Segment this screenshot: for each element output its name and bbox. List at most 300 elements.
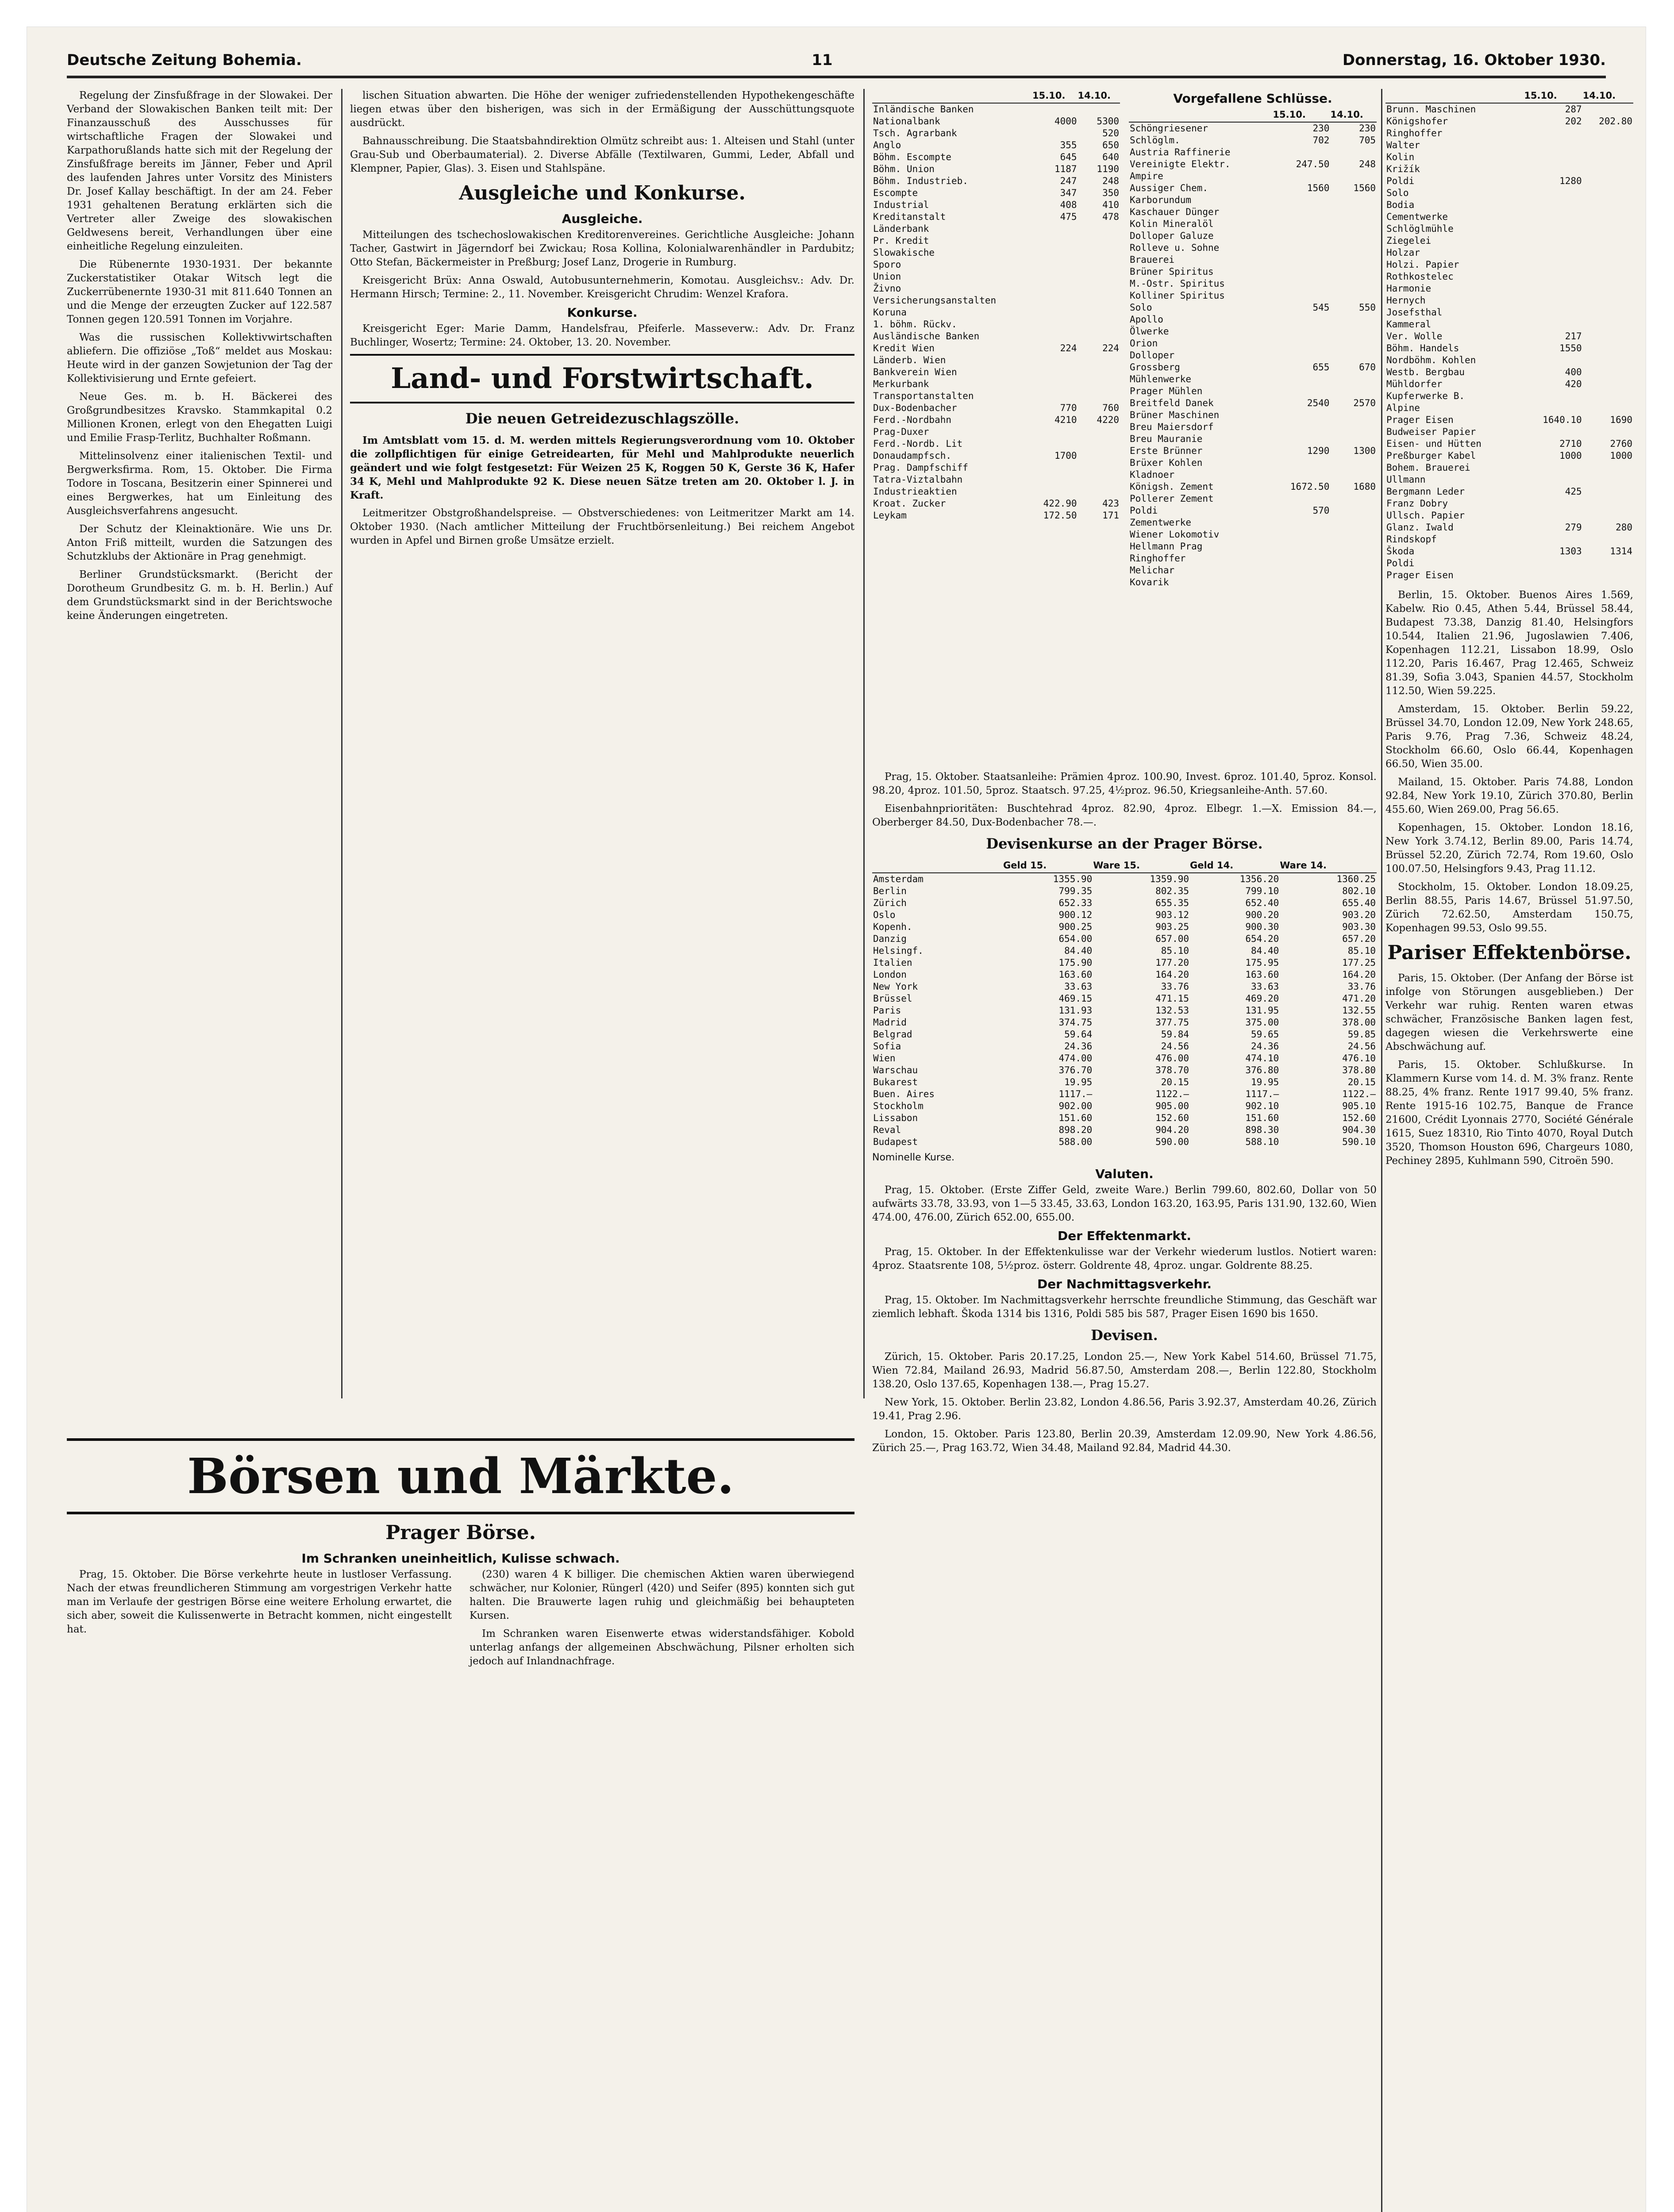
cell-value: 760	[1102, 403, 1119, 413]
table-row	[872, 103, 1120, 115]
cell-value: 898.30	[1245, 1125, 1279, 1135]
table-row	[1129, 505, 1377, 517]
cell-value	[1273, 278, 1330, 290]
row-label: Grossberg	[1130, 362, 1180, 373]
cell-value	[1583, 295, 1633, 307]
column-rule	[341, 89, 342, 1398]
article-title-prager-boerse: Prager Börse.	[385, 1521, 536, 1544]
row-label: Ferd.-Nordb. Lit	[873, 438, 963, 449]
cell-value	[1524, 534, 1582, 545]
cell-value	[1330, 493, 1377, 505]
cell-value	[1330, 349, 1377, 361]
devisen-mailand: Mailand, 15. Oktober. Paris 74.88, London 92.84, New York 19.10, Zürich 370.80, Berlin 455.60, Wien 269.00, Prag 56.65.	[1385, 776, 1633, 815]
table-row	[872, 426, 1120, 438]
cell-value: 904.20	[1155, 1125, 1189, 1135]
cell-value: 151.60	[1245, 1113, 1279, 1123]
cell-value: 131.95	[1245, 1005, 1279, 1016]
table-row	[1385, 247, 1633, 259]
cell-value	[1032, 103, 1078, 115]
cell-value: 799.35	[1058, 886, 1093, 896]
table-row	[872, 139, 1120, 151]
cell-value: 280	[1616, 522, 1632, 533]
cell-value: 654.20	[1245, 933, 1279, 944]
row-label: Nationalbank	[873, 116, 940, 127]
table-row	[1129, 445, 1377, 457]
table-row	[1129, 349, 1377, 361]
cell-value	[1583, 307, 1633, 319]
cell-value: 230	[1359, 123, 1376, 134]
cell-value: 355	[1060, 140, 1077, 150]
cell-value	[1078, 247, 1120, 259]
cell-value	[1330, 409, 1377, 421]
table-row	[872, 390, 1120, 402]
boersen-paragraph: (230) waren 4 K billiger. Die chemischen Aktien waren überwiegend schwächer, nur Kolonier, Rüngerl (420) und Seifer (895) konnten sich gut halten. Die Brauwerte lagen ruhig und gleichmäßig bei behaupteten Kursen.	[469, 1569, 854, 1621]
row-label: Prag. Dampfschiff	[873, 462, 968, 473]
article-kollektiv: Was die russischen Kollektivwirtschaften abliefern. Die offiziöse „Toß“ meldet aus Moskau: Heute wird in der ganzen Sowjetunion der Tag der Kollektivisierung und Ernte gefeiert.	[67, 332, 332, 384]
devisen-amsterdam: Amsterdam, 15. Oktober. Berlin 59.22, Brüssel 34.70, London 12.09, New York 248.65, Paris 9.76, Prag 7.36, Schweiz 48.24, Stockholm 66.60, Oslo 66.44, Kopenhagen 66.50, Wien 35.00.	[1385, 703, 1633, 770]
cell-value	[1032, 390, 1078, 402]
row-label: Schlöglm.	[1130, 135, 1180, 146]
row-label: Mühlenwerke	[1130, 374, 1192, 384]
cell-value: 588.00	[1058, 1137, 1093, 1147]
cell-value: 905.10	[1342, 1101, 1376, 1111]
cell-value	[1273, 385, 1330, 397]
row-label: Orion	[1130, 338, 1158, 349]
cell-value	[1330, 254, 1377, 266]
cell-value: 375.00	[1245, 1017, 1279, 1028]
cell-value	[1078, 259, 1120, 271]
cell-value: 900.20	[1245, 910, 1279, 920]
table-row	[1129, 218, 1377, 230]
cell-value	[1330, 146, 1377, 158]
row-label: Westb. Bergbau	[1386, 367, 1465, 377]
table-header: 15.10.	[1524, 89, 1582, 103]
cell-value	[1032, 330, 1078, 342]
row-label: Anglo	[873, 140, 901, 150]
cell-value: 377.75	[1155, 1017, 1189, 1028]
cell-value	[1273, 409, 1330, 421]
cell-value	[1524, 223, 1582, 235]
cell-value	[1330, 529, 1377, 541]
cell-value: 474.10	[1245, 1053, 1279, 1064]
cell-value: 152.60	[1155, 1113, 1189, 1123]
cell-value	[1524, 139, 1582, 151]
table-row	[872, 307, 1120, 319]
cell-value	[1273, 421, 1330, 433]
cell-value: 202.80	[1599, 116, 1632, 127]
article-bahnausschreibung: Bahnausschreibung. Die Staatsbahndirektion Olmütz schreibt aus: 1. Alteisen und Stahl (unter Grau-Sub und Oberbaumaterial). 2. Diverse Abfälle (Textilwaren, Gummi, Leder, Abfall und Klempner, Papier, Glas). 3. Eisen und Stahlspäne.	[350, 135, 854, 174]
table-row	[1129, 122, 1377, 134]
row-label: Holzar	[1386, 247, 1420, 258]
cell-value: 1290	[1307, 445, 1330, 456]
column-2	[350, 89, 854, 1416]
cell-value: 287	[1565, 104, 1582, 115]
row-label: Wiener Lokomotiv	[1130, 529, 1220, 540]
cell-value: 132.53	[1155, 1005, 1189, 1016]
cell-value: 650	[1102, 140, 1119, 150]
table-header: 14.10.	[1583, 89, 1633, 103]
cell-value: 1122.—	[1155, 1089, 1189, 1099]
row-label: Kolliner Spiritus	[1130, 290, 1225, 301]
row-label: Schöngriesener	[1130, 123, 1208, 134]
article-devisen-newyork: New York, 15. Oktober. Berlin 23.82, London 4.86.56, Paris 3.92.37, Amsterdam 40.26, Zürich 19.41, Prag 2.96.	[872, 1397, 1377, 1422]
cell-value: 177.20	[1155, 957, 1189, 968]
cell-value	[1330, 206, 1377, 218]
cell-value	[1583, 163, 1633, 175]
table-row	[1385, 307, 1633, 319]
cell-value	[1524, 307, 1582, 319]
cell-value: 770	[1060, 403, 1077, 413]
table-row	[1129, 373, 1377, 385]
article-textilfirma: Mittelinsolvenz einer italienischen Textil- und Bergwerksfirma. Rom, 15. Oktober. Die Firma Todore in Toscana, Besitzerin einer Spinnerei und eines Bergwerkes, hat um Einleitung des Ausgleichsverfahrens angesucht.	[67, 450, 332, 517]
article-situation: lischen Situation abwarten. Die Höhe der weniger zufriedenstellenden Hypothekengeschäfte liegen etwas über den bisherigen, was sich in der Ermäßigung der Ausschüttungsquote ausdrückt.	[350, 90, 854, 129]
row-label: Warschau	[873, 1065, 918, 1075]
row-label: Harmonie	[1386, 283, 1432, 294]
table-header	[872, 859, 1003, 873]
row-label: Bankverein Wien	[873, 367, 957, 377]
cell-value: 376.70	[1058, 1065, 1093, 1075]
cell-value: 475	[1060, 211, 1077, 222]
cell-value	[1330, 433, 1377, 445]
cell-value: 230	[1312, 123, 1330, 134]
section-heading-land: Land- und Forstwirtschaft.	[350, 354, 854, 403]
cell-value	[1032, 283, 1078, 295]
table-row	[872, 127, 1120, 139]
row-label: Brüner Maschinen	[1130, 410, 1220, 420]
cell-value	[1078, 474, 1120, 486]
cell-value	[1078, 319, 1120, 330]
table-row	[1385, 366, 1633, 378]
cell-value	[1273, 206, 1330, 218]
article-ruebenernte: Die Rübenernte 1930-1931. Der bekannte Zuckerstatistiker Otakar Witsch legt die Zuckerrübenernte 1930-31 mit 811.640 Tonnen an und die Menge der erzeugten Zucker auf 122.587 Tonnen gegen 120.591 Tonnen im Vorjahre.	[67, 259, 332, 325]
subheading-ausgleiche: Ausgleiche.	[562, 211, 643, 226]
row-label: Rothkostelec	[1386, 271, 1454, 282]
cell-value	[1524, 211, 1582, 223]
table-row	[1385, 319, 1633, 330]
cell-value: 1700	[1054, 450, 1077, 461]
cell-value	[1078, 235, 1120, 247]
table-title-vorgefallene: Vorgefallene Schlüsse.	[1173, 91, 1332, 106]
cell-value: 248	[1102, 176, 1119, 186]
cell-value: 171	[1102, 510, 1119, 521]
devisen-kopenhagen: Kopenhagen, 15. Oktober. London 18.16, New York 3.74.12, Berlin 89.00, Paris 14.74, Brüssel 52.20, Zürich 72.74, Rom 19.60, Oslo 100.07.50, Helsingfors 9.43, Prag 11.12.	[1385, 822, 1633, 875]
row-label: Kredit Wien	[873, 343, 935, 353]
cell-value	[1524, 235, 1582, 247]
cell-value	[1583, 498, 1633, 510]
table-row	[872, 1017, 1377, 1029]
row-label: 1. böhm. Rückv.	[873, 319, 957, 330]
cell-value: 408	[1060, 200, 1077, 210]
cell-value: 654.00	[1058, 933, 1093, 944]
cell-value	[1273, 565, 1330, 576]
table-row	[872, 885, 1377, 897]
column-34-lower	[872, 770, 1377, 2212]
vorgefallene-table	[1129, 108, 1377, 588]
cell-value	[1330, 278, 1377, 290]
cell-value	[1583, 474, 1633, 486]
cell-value: 550	[1359, 302, 1376, 313]
cell-value	[1078, 390, 1120, 402]
article-effektenmarkt: Prag, 15. Oktober. In der Effektenkulisse war der Verkehr wiederum lustlos. Notiert waren: 4proz. Staatsrente 108, 5½proz. österr. Goldrente 48, 4proz. ungar. Goldrente 88.25.	[872, 1246, 1377, 1271]
boersen-paragraph: Prag, 15. Oktober. Die Börse verkehrte heute in lustloser Verfassung. Nach der etwas freundlicheren Stimmung am vorgestrigen Verkehr hatte man im Verlaufe der gestrigen Börse eine weitere Erholung erwartet, die sich aber, soweit die Kulissenwerte in Betracht kommen, nicht eingestellt hat.	[67, 1569, 452, 1635]
table-row	[872, 319, 1120, 330]
row-label: Tsch. Agrarbank	[873, 128, 957, 138]
cell-value: 425	[1565, 486, 1582, 497]
table-row	[1385, 330, 1633, 342]
section-heading-boersen: Börsen und Märkte.	[67, 1438, 854, 1514]
cell-value: 1360.25	[1336, 874, 1376, 884]
cell-value	[1524, 402, 1582, 414]
column-3	[872, 89, 1120, 753]
cell-value	[1078, 307, 1120, 319]
row-label: Budweiser Papier	[1386, 426, 1476, 437]
row-label: Brüner Spiritus	[1130, 266, 1214, 277]
cell-value	[1583, 199, 1633, 211]
cell-value	[1032, 259, 1078, 271]
table-row	[872, 1064, 1377, 1076]
row-label: Ringhoffer	[1130, 553, 1186, 564]
cell-value: 33.76	[1161, 981, 1189, 992]
cell-value: 1550	[1559, 343, 1582, 353]
row-label: Poldi	[1130, 505, 1158, 516]
cell-value: 423	[1102, 498, 1119, 509]
cell-value: 903.20	[1342, 910, 1376, 920]
cell-value	[1583, 127, 1633, 139]
table-row	[872, 1088, 1377, 1100]
row-label: Ullsch. Papier	[1386, 510, 1465, 521]
cell-value	[1330, 373, 1377, 385]
table-row	[872, 330, 1120, 342]
article-nachmittagsverkehr: Prag, 15. Oktober. Im Nachmittagsverkehr herrschte freundliche Stimmung, das Geschäft war ziemlich lebhaft. Škoda 1314 bis 1316, Poldi 585 bis 587, Prager Eisen 1690 bis 1650.	[872, 1294, 1377, 1320]
row-label: London	[873, 969, 907, 980]
table-row	[1129, 517, 1377, 529]
article-kreisgericht-bruex: Kreisgericht Brüx: Anna Oswald, Autobusunternehmerin, Komotau. Ausgleichsv.: Adv. Dr. Hermann Hirsch; Termine: 2., 11. November. Kreisgericht Chrudim: Wenzel Krafora.	[350, 275, 854, 300]
column-5	[1385, 89, 1633, 2212]
cell-value: 152.60	[1342, 1113, 1376, 1123]
row-label: Bodia	[1386, 200, 1415, 210]
table-row	[872, 235, 1120, 247]
table-row	[872, 283, 1120, 295]
cell-value	[1032, 474, 1078, 486]
cell-value	[1273, 218, 1330, 230]
cell-value: 1560	[1353, 183, 1376, 193]
cell-value	[1524, 295, 1582, 307]
cell-value: 1187	[1054, 164, 1077, 174]
subheading-konkurse: Konkurse.	[567, 305, 638, 320]
cell-value: 247	[1060, 176, 1077, 186]
cell-value	[1273, 529, 1330, 541]
row-label: Ölwerke	[1130, 326, 1169, 337]
table-row	[1129, 158, 1377, 170]
cell-value	[1524, 462, 1582, 474]
cell-value	[1078, 378, 1120, 390]
table-row	[1385, 390, 1633, 402]
cell-value: 378.70	[1155, 1065, 1189, 1075]
table-header: 14.10.	[1078, 89, 1120, 103]
cell-value: 4210	[1054, 415, 1077, 425]
table-row	[1385, 163, 1633, 175]
cell-value	[1583, 283, 1633, 295]
table-row	[1129, 576, 1377, 588]
cell-value: 164.20	[1155, 969, 1189, 980]
row-label: Hellmann Prag	[1130, 541, 1203, 552]
table-row	[872, 402, 1120, 414]
cell-value: 19.95	[1064, 1077, 1093, 1087]
row-label: Buen. Aires	[873, 1089, 935, 1099]
row-label: Solo	[1130, 302, 1152, 313]
cell-value	[1032, 438, 1078, 450]
cell-value: 1117.—	[1058, 1089, 1093, 1099]
cell-value: 85.10	[1347, 945, 1376, 956]
table-row	[1385, 414, 1633, 426]
cell-value: 702	[1312, 135, 1330, 146]
row-label: Erste Brünner	[1130, 445, 1203, 456]
cell-value	[1524, 474, 1582, 486]
row-label: Rolleve u. Sohne	[1130, 242, 1220, 253]
article-pariser-boerse: Paris, 15. Oktober. (Der Anfang der Börse ist infolge von Störungen ausgeblieben.) Der Verkehr war ruhig. Renten waren etwas schwächer, Französische Banken lagen fest, dagegen wiesen die Verkehrswerte eine Abschwächung auf.	[1385, 972, 1633, 1052]
cell-value	[1032, 462, 1078, 474]
table-row	[1129, 278, 1377, 290]
cell-value: 1356.20	[1239, 874, 1279, 884]
table-row	[1385, 510, 1633, 522]
cell-value: 5300	[1097, 116, 1119, 127]
row-label: Kovarik	[1130, 577, 1169, 588]
cell-value: 903.12	[1155, 910, 1189, 920]
row-label: Belgrad	[873, 1029, 912, 1040]
section-heading-pariser: Pariser Effektenbörse.	[1387, 941, 1632, 964]
table-row	[872, 295, 1120, 307]
cell-value: 1000	[1610, 450, 1632, 461]
row-label: Donaudampfsch.	[873, 450, 952, 461]
table-row	[1385, 283, 1633, 295]
cell-value: 476.10	[1342, 1053, 1376, 1064]
devisenkurse-table	[872, 859, 1377, 1148]
table-row	[872, 498, 1120, 510]
row-label: Ringhoffer	[1386, 128, 1443, 138]
cell-value: 33.76	[1347, 981, 1376, 992]
row-label: Živno	[873, 283, 901, 294]
cell-value	[1273, 457, 1330, 469]
table-row	[1385, 223, 1633, 235]
table-row	[1385, 199, 1633, 211]
row-label: Josefsthal	[1386, 307, 1443, 318]
article-devisen-london: London, 15. Oktober. Paris 123.80, Berlin 20.39, Amsterdam 12.09.90, New York 4.86.56, Zürich 25.—, Prag 163.72, Wien 34.48, Mailand 92.84, Madrid 44.30.	[872, 1429, 1377, 1454]
cell-value	[1583, 187, 1633, 199]
table-row	[1385, 271, 1633, 283]
cell-value	[1330, 385, 1377, 397]
row-label: Brauerei	[1130, 254, 1175, 265]
cell-value: 24.56	[1161, 1041, 1189, 1052]
cell-value	[1330, 170, 1377, 182]
table-row	[1129, 385, 1377, 397]
cell-value	[1524, 151, 1582, 163]
table-row	[1129, 134, 1377, 146]
cell-value	[1583, 557, 1633, 569]
row-label: Budapest	[873, 1137, 918, 1147]
cell-value	[1524, 426, 1582, 438]
cell-value	[1330, 505, 1377, 517]
table-row	[1129, 565, 1377, 576]
cell-value: 1303	[1559, 546, 1582, 557]
table-row	[872, 933, 1377, 945]
cell-value: 655	[1312, 362, 1330, 373]
table-row	[872, 945, 1377, 957]
cell-value	[1330, 242, 1377, 254]
article-pariser-schlusskurse: Paris, 15. Oktober. Schlußkurse. In Klammern Kurse vom 14. d. M. 3% franz. Rente 88.25, 4% franz. Rente 1917 99.40, 5% franz. Rente 1915-16 102.75, Banque de France 21600, Crédit Lyonnais 2770, Société Générale 1615, Suez 18310, Rio Tinto 4070, Royal Dutch 3520, Thomson Houston 696, Chargeurs 1080, Pechiney 2895, Kuhlmann 590, Citroën 590.	[1385, 1059, 1633, 1167]
row-label: Aussiger Chem.	[1130, 183, 1208, 193]
cell-value	[1330, 266, 1377, 278]
row-label: Ullmann	[1386, 474, 1426, 485]
table-row	[1129, 481, 1377, 493]
section-heading-valuten: Valuten.	[1095, 1167, 1154, 1181]
table-row	[1385, 115, 1633, 127]
article-grundstuecksmarkt: Berliner Grundstücksmarkt. (Bericht der Dorotheum Grundbesitz G. m. b. H. Berlin.) Auf dem Grundstücksmarkt sind in der Berichtswoche keine Änderungen eingetreten.	[67, 569, 332, 622]
cell-value: 902.10	[1245, 1101, 1279, 1111]
devisen-berlin: Berlin, 15. Oktober. Buenos Aires 1.569, Kabelw. Rio 0.45, Athen 5.44, Brüssel 58.44, Budapest 73.38, Danzig 81.40, Helsingfors 10.544, Italien 21.96, Jugoslawien 7.406, Kopenhagen 112.21, Lissabon 18.99, Oslo 112.20, Paris 16.467, Prag 12.465, Schweiz 81.39, Sofia 3.043, Spanien 44.57, Stockholm 112.50, Wien 59.225.	[1385, 589, 1633, 697]
table-row	[1129, 338, 1377, 349]
row-label: Melichar	[1130, 565, 1175, 576]
cell-value: 903.25	[1155, 922, 1189, 932]
row-label: Breu Mauranie	[1130, 434, 1203, 444]
cell-value	[1273, 254, 1330, 266]
cell-value	[1524, 199, 1582, 211]
cell-value: 4220	[1097, 415, 1119, 425]
table-header	[1385, 89, 1524, 103]
cell-value: 657.00	[1155, 933, 1189, 944]
cell-value: 799.10	[1245, 886, 1279, 896]
table-row	[872, 414, 1120, 426]
cell-value	[1524, 354, 1582, 366]
table-row	[1385, 103, 1633, 115]
row-label: Kreditanstalt	[873, 211, 946, 222]
cell-value	[1583, 103, 1633, 115]
cell-value	[1524, 187, 1582, 199]
cell-value: 520	[1102, 128, 1119, 138]
table-row	[1129, 421, 1377, 433]
row-label: Kaschauer Dünger	[1130, 207, 1220, 217]
article-baeckerei: Neue Ges. m. b. H. Bäckerei des Großgrundbesitzes Kravsko. Stammkapital 0.2 Millionen Kronen, erlegt von den Ehegatten Luigi und Emilie Frasp-Terlitz, Buchhalter Roßmann.	[67, 391, 332, 444]
table-row	[872, 1076, 1377, 1088]
row-label: Karborundum	[1130, 195, 1192, 205]
cell-value	[1032, 223, 1078, 235]
row-label: Kolin	[1386, 152, 1415, 162]
row-label: Madrid	[873, 1017, 907, 1028]
cell-value	[1524, 247, 1582, 259]
cell-value: 469.15	[1058, 993, 1093, 1004]
row-label: Industrieaktien	[873, 486, 957, 497]
article-eisenbahnprioritaeten: Eisenbahnprioritäten: Buschtehrad 4proz. 82.90, 4proz. Elbegr. 1.—X. Emission 84.—, Oberberger 84.50, Dux-Bodenbacher 78.—.	[872, 803, 1377, 828]
cell-value: 900.25	[1058, 922, 1093, 932]
cell-value	[1078, 450, 1120, 462]
section-heading-devisen: Devisen.	[1091, 1327, 1158, 1344]
row-label: Ausländische Banken	[873, 331, 980, 342]
cell-value: 24.36	[1251, 1041, 1279, 1052]
row-label: Zürich	[873, 898, 907, 908]
row-label: Alpine	[1386, 403, 1420, 413]
cell-value: 905.00	[1155, 1101, 1189, 1111]
table-row	[872, 909, 1377, 921]
cell-value	[1583, 390, 1633, 402]
row-label: Glanz. Iwald	[1386, 522, 1454, 533]
row-label: Zementwerke	[1130, 517, 1192, 528]
row-label: Koruna	[873, 307, 907, 318]
cell-value: 802.35	[1155, 886, 1189, 896]
cell-value	[1032, 354, 1078, 366]
table-row	[1385, 354, 1633, 366]
cell-value	[1078, 283, 1120, 295]
cell-value: 2540	[1307, 398, 1330, 408]
row-label: Böhm. Handels	[1386, 343, 1459, 353]
